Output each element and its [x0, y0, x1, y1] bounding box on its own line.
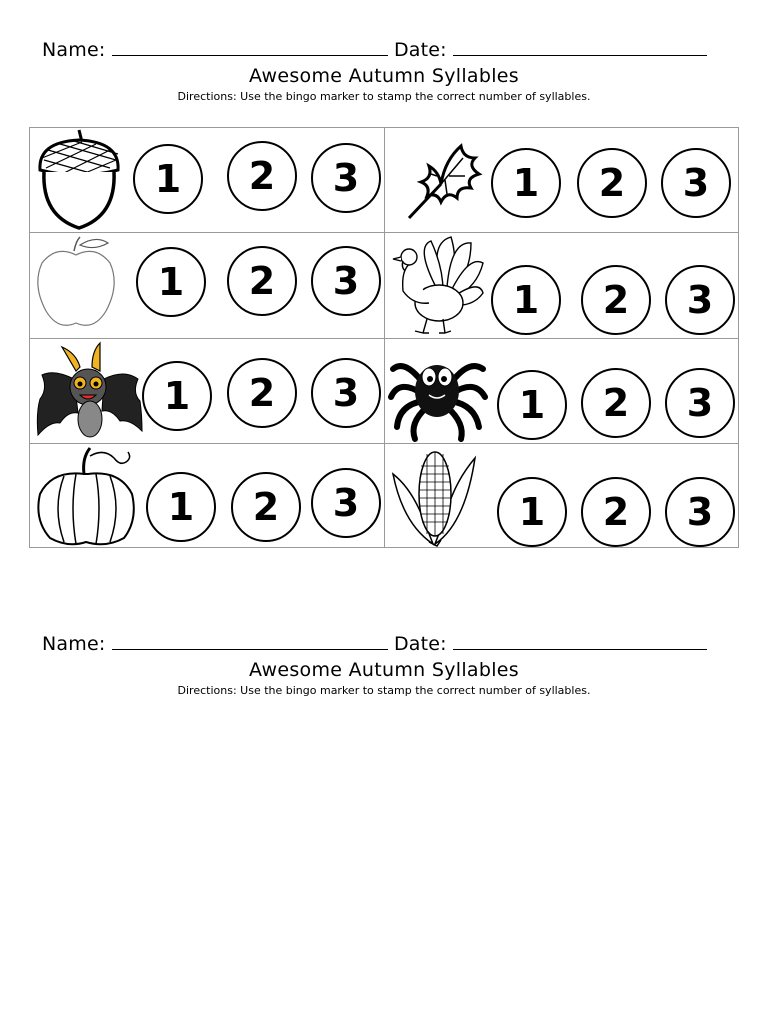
turkey-icon [389, 233, 485, 337]
option-3-button[interactable]: 3 [665, 477, 735, 547]
grid-cell-oak-leaf [385, 128, 739, 232]
worksheet-title: Awesome Autumn Syllables [249, 659, 519, 681]
grid-cell-turkey [385, 233, 739, 338]
option-3-button[interactable]: 3 [311, 468, 381, 538]
worksheet-title: Awesome Autumn Syllables [249, 65, 519, 87]
grid-cell-apple [30, 233, 384, 338]
option-2-button[interactable]: 2 [231, 472, 301, 542]
date-field[interactable] [453, 40, 707, 56]
option-3-button[interactable]: 3 [665, 368, 735, 438]
date-label: Date: [393, 633, 447, 655]
date-field[interactable] [453, 634, 707, 650]
option-2-button[interactable]: 2 [581, 368, 651, 438]
option-1-button[interactable]: 1 [142, 361, 212, 431]
name-field[interactable] [112, 40, 388, 56]
name-date-line [42, 633, 707, 655]
worksheet-directions: Directions: Use the bingo marker to stamp the correct number of syllables. [177, 90, 591, 103]
option-1-button[interactable]: 1 [497, 370, 567, 440]
name-date-line [42, 39, 707, 61]
option-2-button[interactable]: 2 [581, 477, 651, 547]
bat-icon [34, 339, 144, 443]
option-1-button[interactable]: 1 [491, 265, 561, 335]
option-1-button[interactable]: 1 [491, 148, 561, 218]
grid-cell-bat [30, 339, 384, 443]
option-3-button[interactable]: 3 [311, 143, 381, 213]
option-2-button[interactable]: 2 [227, 141, 297, 211]
spider-icon [387, 339, 489, 443]
option-1-button[interactable]: 1 [146, 472, 216, 542]
option-2-button[interactable]: 2 [581, 265, 651, 335]
corn-icon [389, 444, 479, 548]
option-3-button[interactable]: 3 [311, 358, 381, 428]
worksheet-directions: Directions: Use the bingo marker to stamp the correct number of syllables. [177, 684, 591, 697]
apple-icon [34, 233, 120, 333]
option-3-button[interactable]: 3 [665, 265, 735, 335]
option-3-button[interactable]: 3 [311, 246, 381, 316]
name-field[interactable] [112, 634, 388, 650]
name-label: Name: [42, 39, 106, 61]
option-1-button[interactable]: 1 [136, 247, 206, 317]
option-2-button[interactable]: 2 [227, 246, 297, 316]
grid-cell-acorn [30, 128, 384, 232]
pumpkin-icon [34, 444, 140, 548]
name-label: Name: [42, 633, 106, 655]
option-1-button[interactable]: 1 [497, 477, 567, 547]
option-2-button[interactable]: 2 [577, 148, 647, 218]
grid-cell-spider [385, 339, 739, 443]
grid-cell-pumpkin [30, 444, 384, 548]
syllable-grid [29, 127, 739, 548]
option-1-button[interactable]: 1 [133, 144, 203, 214]
grid-cell-corn [385, 444, 739, 548]
oak-leaf-icon [401, 140, 485, 224]
date-label: Date: [393, 39, 447, 61]
option-2-button[interactable]: 2 [227, 358, 297, 428]
acorn-icon [34, 128, 124, 232]
option-3-button[interactable]: 3 [661, 148, 731, 218]
